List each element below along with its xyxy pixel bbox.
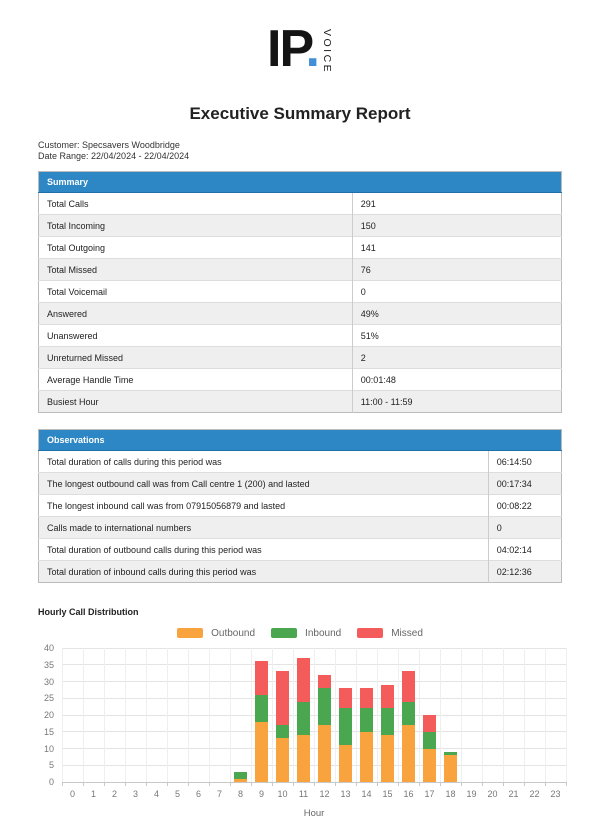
bar-segment-inbound — [402, 702, 415, 725]
summary-header: Summary — [39, 172, 562, 193]
bar-segment-outbound — [234, 779, 247, 782]
chart-title: Hourly Call Distribution — [38, 607, 139, 617]
bar-segment-inbound — [423, 732, 436, 749]
row-label: Total Outgoing — [39, 237, 353, 259]
legend-label: Inbound — [305, 627, 342, 639]
observations-table — [38, 429, 562, 583]
hourly-call-distribution-chart — [0, 607, 600, 833]
row-label: Total duration of calls during this period was — [39, 451, 489, 473]
y-axis-label: 10 — [43, 743, 54, 754]
row-value: 06:14:50 — [488, 451, 561, 473]
table-row — [39, 517, 562, 539]
x-axis-tick — [482, 782, 483, 786]
row-value: 76 — [352, 259, 561, 281]
row-value: 49% — [352, 303, 561, 325]
x-axis-label: 0 — [69, 789, 75, 799]
gridline-x — [62, 648, 63, 782]
x-axis-label: 9 — [258, 789, 264, 799]
x-axis-label: 14 — [361, 789, 372, 799]
x-axis-tick — [62, 782, 63, 786]
row-value: 02:12:36 — [488, 561, 561, 583]
x-axis-tick — [356, 782, 357, 786]
x-axis-label: 18 — [445, 789, 456, 799]
row-value: 00:01:48 — [352, 369, 561, 391]
x-axis-label: 23 — [550, 789, 561, 799]
gridline-x — [356, 648, 357, 782]
bar-segment-outbound — [423, 749, 436, 783]
gridline-x — [566, 648, 567, 782]
legend-swatch-inbound — [271, 628, 297, 638]
gridline-x — [188, 648, 189, 782]
table-row — [39, 539, 562, 561]
x-axis-tick — [377, 782, 378, 786]
x-axis-label: 1 — [90, 789, 96, 799]
x-axis-label: 15 — [382, 789, 393, 799]
x-axis-label: 13 — [340, 789, 351, 799]
bar-segment-outbound — [255, 722, 268, 782]
x-axis-label: 10 — [277, 789, 288, 799]
bar-segment-missed — [276, 671, 289, 725]
table-row — [39, 237, 562, 259]
table-row — [39, 451, 562, 473]
y-axis-label: 5 — [48, 760, 54, 771]
table-row — [39, 303, 562, 325]
y-axis-label: 40 — [43, 643, 54, 653]
bar-segment-inbound — [276, 725, 289, 738]
x-axis-tick — [83, 782, 84, 786]
x-axis-tick — [293, 782, 294, 786]
bar-segment-inbound — [318, 688, 331, 725]
bar-segment-inbound — [444, 752, 457, 755]
x-axis-tick — [209, 782, 210, 786]
table-row — [39, 215, 562, 237]
row-value: 0 — [488, 517, 561, 539]
bar-segment-missed — [318, 675, 331, 688]
table-row — [39, 561, 562, 583]
row-label: Calls made to international numbers — [39, 517, 489, 539]
date-range-line: Date Range: 22/04/2024 - 22/04/2024 — [38, 150, 190, 161]
x-axis-tick — [125, 782, 126, 786]
x-axis-label: 3 — [132, 789, 138, 799]
bar-segment-missed — [255, 661, 268, 695]
x-axis-label: 7 — [216, 789, 222, 799]
gridline-x — [524, 648, 525, 782]
x-axis-label: 19 — [466, 789, 477, 799]
logo-dot: . — [305, 20, 318, 78]
x-axis-tick — [272, 782, 273, 786]
table-row — [39, 281, 562, 303]
logo-ip-text — [267, 20, 318, 78]
bar-segment-outbound — [402, 725, 415, 782]
bar-segment-outbound — [276, 738, 289, 782]
x-axis-tick — [461, 782, 462, 786]
gridline-x — [125, 648, 126, 782]
gridline-x — [293, 648, 294, 782]
x-axis-label: 6 — [195, 789, 201, 799]
table-row — [39, 193, 562, 215]
x-axis-tick — [335, 782, 336, 786]
x-axis-tick — [146, 782, 147, 786]
gridline-x — [398, 648, 399, 782]
x-axis-tick — [167, 782, 168, 786]
bar-segment-inbound — [381, 708, 394, 735]
gridline-x — [461, 648, 462, 782]
x-axis-tick — [419, 782, 420, 786]
y-axis-label: 30 — [43, 676, 54, 687]
gridline-x — [230, 648, 231, 782]
chart-plot-area — [0, 643, 600, 833]
logo-ip-letters: IP — [267, 20, 306, 78]
row-value: 51% — [352, 325, 561, 347]
row-label: Total Missed — [39, 259, 353, 281]
y-axis-label: 15 — [43, 726, 54, 737]
x-axis-label: 21 — [508, 789, 519, 799]
bar-segment-outbound — [444, 755, 457, 782]
legend-item — [177, 628, 255, 639]
row-label: Answered — [39, 303, 353, 325]
chart-plot — [62, 648, 566, 782]
gridline-x — [209, 648, 210, 782]
x-axis-label: 2 — [111, 789, 117, 799]
x-axis-tick — [398, 782, 399, 786]
row-label: Total Calls — [39, 193, 353, 215]
x-axis-tick — [524, 782, 525, 786]
bar-segment-missed — [381, 685, 394, 708]
x-axis-tick — [545, 782, 546, 786]
gridline-x — [335, 648, 336, 782]
row-label: The longest outbound call was from Call centre 1 (200) and lasted — [39, 473, 489, 495]
gridline-x — [377, 648, 378, 782]
x-axis-label: 5 — [174, 789, 180, 799]
logo-voice-vertical-text: VOICE — [320, 29, 333, 75]
gridline-x — [83, 648, 84, 782]
x-axis-label: 8 — [237, 789, 243, 799]
bar-segment-outbound — [318, 725, 331, 782]
gridline-x — [314, 648, 315, 782]
row-label: Total duration of inbound calls during this period was — [39, 561, 489, 583]
x-axis-label: 20 — [487, 789, 498, 799]
gridline-x — [482, 648, 483, 782]
row-label: Total Voicemail — [39, 281, 353, 303]
gridline-x — [167, 648, 168, 782]
table-row — [39, 391, 562, 413]
bar-segment-outbound — [339, 745, 352, 782]
legend-label: Outbound — [211, 627, 256, 639]
table-row — [39, 495, 562, 517]
legend-swatch-outbound — [177, 628, 203, 638]
x-axis-title: Hour — [303, 808, 325, 819]
legend-swatch-missed — [357, 628, 383, 638]
x-axis-tick — [104, 782, 105, 786]
row-value: 291 — [352, 193, 561, 215]
bar-segment-missed — [423, 715, 436, 732]
gridline-x — [251, 648, 252, 782]
x-axis-tick — [314, 782, 315, 786]
x-axis-tick — [188, 782, 189, 786]
chart-legend — [0, 627, 600, 639]
x-axis-label: 17 — [424, 789, 435, 799]
y-axis-label: 25 — [43, 693, 54, 704]
customer-line: Customer: Specsavers Woodbridge — [38, 140, 180, 150]
row-label: Average Handle Time — [39, 369, 353, 391]
table-row — [39, 473, 562, 495]
row-value: 11:00 - 11:59 — [352, 391, 561, 413]
x-axis-label: 22 — [529, 789, 540, 799]
x-axis-label: 4 — [153, 789, 159, 799]
bar-segment-missed — [297, 658, 310, 702]
row-value: 2 — [352, 347, 561, 369]
bar-segment-inbound — [234, 772, 247, 779]
summary-table — [38, 171, 562, 413]
gridline-x — [419, 648, 420, 782]
bar-segment-outbound — [360, 732, 373, 782]
row-label: Unanswered — [39, 325, 353, 347]
table-row — [39, 369, 562, 391]
report-meta — [38, 140, 600, 161]
x-axis-tick — [440, 782, 441, 786]
x-axis-tick — [230, 782, 231, 786]
observations-header: Observations — [39, 430, 562, 451]
row-value: 04:02:14 — [488, 539, 561, 561]
row-value: 141 — [352, 237, 561, 259]
bar-segment-inbound — [297, 702, 310, 736]
y-axis-label: 0 — [48, 777, 54, 787]
x-axis-tick — [503, 782, 504, 786]
row-value: 00:08:22 — [488, 495, 561, 517]
x-axis-label: 11 — [298, 789, 309, 799]
gridline-x — [503, 648, 504, 782]
bar-segment-missed — [339, 688, 352, 708]
row-label: Total Incoming — [39, 215, 353, 237]
bar-segment-outbound — [297, 735, 310, 782]
gridline-x — [146, 648, 147, 782]
gridline-x — [440, 648, 441, 782]
bar-segment-inbound — [360, 708, 373, 731]
x-axis-tick — [566, 782, 567, 786]
bar-segment-missed — [402, 671, 415, 701]
gridline-x — [272, 648, 273, 782]
gridline-x — [104, 648, 105, 782]
row-label: Unreturned Missed — [39, 347, 353, 369]
bar-segment-inbound — [339, 708, 352, 745]
row-value: 150 — [352, 215, 561, 237]
x-axis-label: 12 — [319, 789, 330, 799]
legend-label: Missed — [391, 627, 423, 639]
page-title: Executive Summary Report — [189, 104, 411, 123]
x-axis-tick — [251, 782, 252, 786]
legend-item — [357, 628, 423, 639]
row-value: 0 — [352, 281, 561, 303]
row-value: 00:17:34 — [488, 473, 561, 495]
logo — [0, 0, 600, 88]
y-axis-label: 35 — [43, 659, 54, 670]
table-row — [39, 259, 562, 281]
gridline-x — [545, 648, 546, 782]
table-row — [39, 325, 562, 347]
bar-segment-outbound — [381, 735, 394, 782]
bar-segment-missed — [360, 688, 373, 708]
bar-segment-inbound — [255, 695, 268, 722]
y-axis-label: 20 — [43, 710, 54, 720]
x-axis-label: 16 — [403, 789, 414, 799]
row-label: Busiest Hour — [39, 391, 353, 413]
legend-item — [271, 628, 341, 639]
table-row — [39, 347, 562, 369]
row-label: Total duration of outbound calls during this period was — [39, 539, 489, 561]
row-label: The longest inbound call was from 07915056879 and lasted — [39, 495, 489, 517]
